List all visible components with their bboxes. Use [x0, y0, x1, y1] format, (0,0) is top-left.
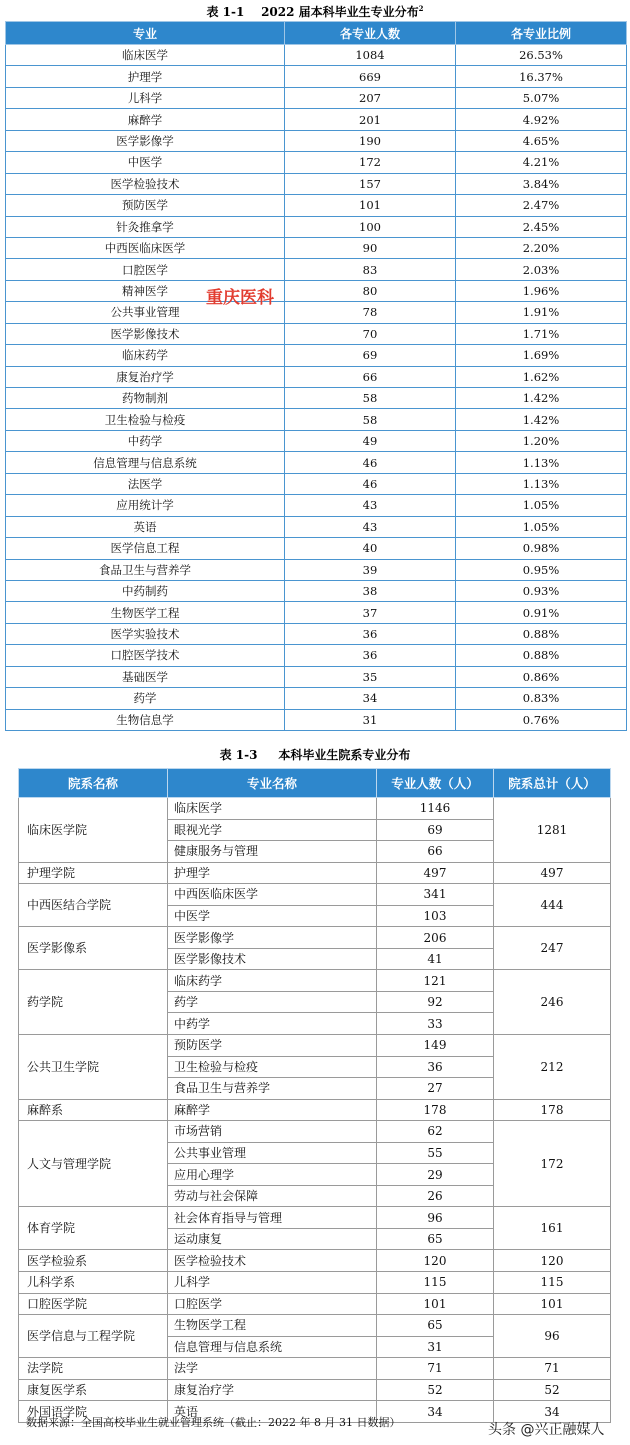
department-total-cell: 172	[494, 1121, 611, 1207]
major-count-cell: 26	[377, 1185, 494, 1207]
major-ratio-cell: 5.07%	[456, 87, 627, 108]
table-row	[6, 173, 627, 194]
table-row	[6, 345, 627, 366]
table-row	[6, 495, 627, 516]
table-row	[6, 688, 627, 709]
major-name-cell: 信息管理与信息系统	[6, 452, 285, 473]
department-major-table	[18, 768, 611, 1423]
major-count-cell: 58	[285, 409, 456, 430]
major-name-cell: 中医学	[168, 905, 377, 927]
toutiao-watermark: 头条 @兴正融媒人	[488, 1422, 605, 1438]
major-name-cell: 药学	[6, 688, 285, 709]
department-name-cell: 医学信息与工程学院	[19, 1315, 168, 1358]
major-count-cell: 46	[285, 452, 456, 473]
major-count-cell: 34	[285, 688, 456, 709]
major-ratio-cell: 0.88%	[456, 645, 627, 666]
major-ratio-cell: 0.86%	[456, 666, 627, 687]
major-count-cell: 206	[377, 927, 494, 949]
major-name-cell: 药物制剂	[6, 388, 285, 409]
major-count-cell: 36	[285, 645, 456, 666]
major-name-cell: 护理学	[6, 66, 285, 87]
major-count-cell: 103	[377, 905, 494, 927]
table-row	[6, 323, 627, 344]
major-ratio-cell: 1.96%	[456, 280, 627, 301]
table-row	[6, 280, 627, 301]
major-count-cell: 120	[377, 1250, 494, 1272]
table-row	[6, 452, 627, 473]
major-name-cell: 生物信息学	[6, 709, 285, 730]
major-count-cell: 80	[285, 280, 456, 301]
major-count-cell: 71	[377, 1358, 494, 1380]
major-name-cell: 卫生检验与检疫	[168, 1056, 377, 1078]
table-row	[19, 1121, 611, 1143]
major-ratio-cell: 3.84%	[456, 173, 627, 194]
table-row	[6, 302, 627, 323]
department-name-cell: 医学影像系	[19, 927, 168, 970]
major-name-cell: 口腔医学	[168, 1293, 377, 1315]
major-count-cell: 669	[285, 66, 456, 87]
major-name-cell: 临床医学	[168, 798, 377, 820]
table-row	[6, 152, 627, 173]
department-name-cell: 法学院	[19, 1358, 168, 1380]
major-count-cell: 92	[377, 991, 494, 1013]
major-name-cell: 劳动与社会保障	[168, 1185, 377, 1207]
major-name-cell: 卫生检验与检疫	[6, 409, 285, 430]
major-ratio-cell: 0.95%	[456, 559, 627, 580]
table2-caption-title: 本科毕业生院系专业分布	[278, 748, 411, 762]
table-row	[19, 1379, 611, 1401]
major-count-cell: 69	[285, 345, 456, 366]
major-count-cell: 149	[377, 1035, 494, 1057]
table-row	[6, 66, 627, 87]
table-row	[6, 87, 627, 108]
major-name-cell: 信息管理与信息系统	[168, 1336, 377, 1358]
table-row	[19, 798, 611, 820]
department-total-cell: 34	[494, 1401, 611, 1423]
table-row	[6, 366, 627, 387]
major-ratio-cell: 2.45%	[456, 216, 627, 237]
major-count-cell: 62	[377, 1121, 494, 1143]
major-name-cell: 口腔医学	[6, 259, 285, 280]
department-name-cell: 中西医结合学院	[19, 884, 168, 927]
department-total-cell: 71	[494, 1358, 611, 1380]
major-count-cell: 207	[285, 87, 456, 108]
table-row	[6, 580, 627, 601]
major-ratio-cell: 1.13%	[456, 473, 627, 494]
major-name-cell: 眼视光学	[168, 819, 377, 841]
major-ratio-cell: 2.20%	[456, 237, 627, 258]
major-name-cell: 医学检验技术	[6, 173, 285, 194]
department-name-cell: 麻醉系	[19, 1099, 168, 1121]
department-total-cell: 101	[494, 1293, 611, 1315]
major-ratio-cell: 1.69%	[456, 345, 627, 366]
table-row	[19, 927, 611, 949]
major-name-cell: 医学影像学	[6, 130, 285, 151]
major-count-cell: 39	[285, 559, 456, 580]
table-row	[19, 1315, 611, 1337]
major-name-cell: 中医学	[6, 152, 285, 173]
major-name-cell: 医学实验技术	[6, 623, 285, 644]
table1-caption	[0, 3, 630, 20]
table-row	[6, 237, 627, 258]
table2-caption	[0, 746, 630, 763]
major-ratio-cell: 1.13%	[456, 452, 627, 473]
major-name-cell: 中西医临床医学	[168, 884, 377, 906]
major-count-cell: 27	[377, 1078, 494, 1100]
major-count-cell: 101	[377, 1293, 494, 1315]
major-ratio-cell: 4.21%	[456, 152, 627, 173]
major-count-cell: 1084	[285, 45, 456, 66]
major-ratio-cell: 0.91%	[456, 602, 627, 623]
table-row	[6, 259, 627, 280]
table-row	[6, 409, 627, 430]
major-name-cell: 中药学	[168, 1013, 377, 1035]
major-count-cell: 190	[285, 130, 456, 151]
major-name-cell: 针灸推拿学	[6, 216, 285, 237]
major-name-cell: 英语	[168, 1401, 377, 1423]
major-ratio-cell: 1.62%	[456, 366, 627, 387]
major-count-cell: 497	[377, 862, 494, 884]
table-row	[6, 216, 627, 237]
department-total-cell: 120	[494, 1250, 611, 1272]
department-total-cell: 497	[494, 862, 611, 884]
department-total-cell: 96	[494, 1315, 611, 1358]
major-name-cell: 健康服务与管理	[168, 841, 377, 863]
major-name-cell: 中药学	[6, 430, 285, 451]
major-name-cell: 食品卫生与营养学	[168, 1078, 377, 1100]
table-row	[6, 538, 627, 559]
major-count-cell: 115	[377, 1272, 494, 1294]
table2-header-count: 专业人数（人）	[377, 769, 494, 798]
table1-header-count: 各专业人数	[285, 22, 456, 45]
department-name-cell: 护理学院	[19, 862, 168, 884]
major-count-cell: 29	[377, 1164, 494, 1186]
department-total-cell: 1281	[494, 798, 611, 863]
major-count-cell: 40	[285, 538, 456, 559]
major-count-cell: 65	[377, 1228, 494, 1250]
major-ratio-cell: 1.42%	[456, 388, 627, 409]
department-total-cell: 247	[494, 927, 611, 970]
table1-caption-footnote: 2	[418, 4, 424, 13]
table2-header-row	[19, 769, 611, 798]
major-name-cell: 儿科学	[6, 87, 285, 108]
major-count-cell: 58	[285, 388, 456, 409]
table-row	[6, 516, 627, 537]
major-count-cell: 172	[285, 152, 456, 173]
table-row	[19, 1035, 611, 1057]
department-total-cell: 115	[494, 1272, 611, 1294]
major-count-cell: 37	[285, 602, 456, 623]
major-count-cell: 341	[377, 884, 494, 906]
table-row	[6, 623, 627, 644]
department-total-cell: 444	[494, 884, 611, 927]
major-distribution-table	[5, 21, 627, 731]
table1-header-row	[6, 22, 627, 45]
major-name-cell: 社会体育指导与管理	[168, 1207, 377, 1229]
department-name-cell: 儿科学系	[19, 1272, 168, 1294]
major-name-cell: 食品卫生与营养学	[6, 559, 285, 580]
major-name-cell: 临床药学	[168, 970, 377, 992]
table-row	[19, 1358, 611, 1380]
table-row	[19, 970, 611, 992]
major-count-cell: 83	[285, 259, 456, 280]
major-count-cell: 65	[377, 1315, 494, 1337]
table1-header-major: 专业	[6, 22, 285, 45]
table2-caption-prefix: 表 1-3	[219, 748, 258, 762]
table-row	[19, 1250, 611, 1272]
major-count-cell: 96	[377, 1207, 494, 1229]
table-row	[6, 709, 627, 730]
major-ratio-cell: 16.37%	[456, 66, 627, 87]
major-ratio-cell: 2.03%	[456, 259, 627, 280]
major-name-cell: 医学检验技术	[168, 1250, 377, 1272]
department-name-cell: 人文与管理学院	[19, 1121, 168, 1207]
major-name-cell: 医学信息工程	[6, 538, 285, 559]
major-ratio-cell: 1.42%	[456, 409, 627, 430]
major-count-cell: 55	[377, 1142, 494, 1164]
major-count-cell: 35	[285, 666, 456, 687]
major-name-cell: 康复治疗学	[6, 366, 285, 387]
department-name-cell: 康复医学系	[19, 1379, 168, 1401]
major-name-cell: 临床药学	[6, 345, 285, 366]
major-ratio-cell: 0.83%	[456, 688, 627, 709]
table-row	[6, 430, 627, 451]
major-ratio-cell: 26.53%	[456, 45, 627, 66]
department-total-cell: 212	[494, 1035, 611, 1100]
table2-header-total: 院系总计（人）	[494, 769, 611, 798]
major-name-cell: 应用统计学	[6, 495, 285, 516]
table-row	[19, 1272, 611, 1294]
major-count-cell: 33	[377, 1013, 494, 1035]
major-name-cell: 运动康复	[168, 1228, 377, 1250]
major-count-cell: 178	[377, 1099, 494, 1121]
major-name-cell: 精神医学	[6, 280, 285, 301]
major-name-cell: 预防医学	[6, 195, 285, 216]
major-count-cell: 31	[285, 709, 456, 730]
major-count-cell: 90	[285, 237, 456, 258]
major-name-cell: 医学影像技术	[6, 323, 285, 344]
major-ratio-cell: 2.47%	[456, 195, 627, 216]
major-ratio-cell: 1.05%	[456, 516, 627, 537]
table-row	[6, 645, 627, 666]
major-count-cell: 69	[377, 819, 494, 841]
department-name-cell: 体育学院	[19, 1207, 168, 1250]
major-count-cell: 34	[377, 1401, 494, 1423]
table-row	[6, 388, 627, 409]
major-ratio-cell: 0.76%	[456, 709, 627, 730]
table-row	[19, 862, 611, 884]
major-name-cell: 医学影像技术	[168, 948, 377, 970]
major-ratio-cell: 4.65%	[456, 130, 627, 151]
major-ratio-cell: 1.05%	[456, 495, 627, 516]
major-count-cell: 36	[285, 623, 456, 644]
major-ratio-cell: 0.88%	[456, 623, 627, 644]
major-name-cell: 生物医学工程	[168, 1315, 377, 1337]
major-ratio-cell: 4.92%	[456, 109, 627, 130]
table2-header-major: 专业名称	[168, 769, 377, 798]
table1-header-ratio: 各专业比例	[456, 22, 627, 45]
table-row	[19, 884, 611, 906]
major-count-cell: 49	[285, 430, 456, 451]
department-name-cell: 外国语学院	[19, 1401, 168, 1423]
major-name-cell: 应用心理学	[168, 1164, 377, 1186]
department-name-cell: 口腔医学院	[19, 1293, 168, 1315]
major-name-cell: 药学	[168, 991, 377, 1013]
major-count-cell: 70	[285, 323, 456, 344]
table-row	[6, 109, 627, 130]
major-name-cell: 临床医学	[6, 45, 285, 66]
major-count-cell: 100	[285, 216, 456, 237]
major-ratio-cell: 0.98%	[456, 538, 627, 559]
table1-caption-title: 2022 届本科毕业生专业分布	[261, 5, 419, 19]
watermark-text: 重庆医科	[206, 288, 274, 308]
major-name-cell: 口腔医学技术	[6, 645, 285, 666]
table-row	[19, 1207, 611, 1229]
major-name-cell: 中药制药	[6, 580, 285, 601]
major-count-cell: 78	[285, 302, 456, 323]
major-ratio-cell: 1.71%	[456, 323, 627, 344]
table-row	[6, 195, 627, 216]
major-count-cell: 121	[377, 970, 494, 992]
major-name-cell: 公共事业管理	[168, 1142, 377, 1164]
major-count-cell: 101	[285, 195, 456, 216]
major-count-cell: 52	[377, 1379, 494, 1401]
major-count-cell: 66	[377, 841, 494, 863]
major-name-cell: 基础医学	[6, 666, 285, 687]
major-count-cell: 43	[285, 495, 456, 516]
major-count-cell: 41	[377, 948, 494, 970]
department-name-cell: 临床医学院	[19, 798, 168, 863]
major-name-cell: 市场营销	[168, 1121, 377, 1143]
department-name-cell: 医学检验系	[19, 1250, 168, 1272]
table-row	[6, 130, 627, 151]
department-total-cell: 246	[494, 970, 611, 1035]
major-name-cell: 医学影像学	[168, 927, 377, 949]
major-name-cell: 预防医学	[168, 1035, 377, 1057]
major-name-cell: 康复治疗学	[168, 1379, 377, 1401]
table-row	[6, 666, 627, 687]
major-count-cell: 157	[285, 173, 456, 194]
major-count-cell: 1146	[377, 798, 494, 820]
major-count-cell: 36	[377, 1056, 494, 1078]
table1-caption-prefix: 表 1-1	[206, 5, 245, 19]
source-note: 数据来源：全国高校毕业生就业管理系统（截止：2022 年 8 月 31 日数据）	[26, 1416, 401, 1429]
table-row	[6, 559, 627, 580]
department-name-cell: 公共卫生学院	[19, 1035, 168, 1100]
major-name-cell: 麻醉学	[168, 1099, 377, 1121]
table2-header-dept: 院系名称	[19, 769, 168, 798]
table-row	[19, 1293, 611, 1315]
table-row	[6, 602, 627, 623]
major-name-cell: 法学	[168, 1358, 377, 1380]
department-total-cell: 161	[494, 1207, 611, 1250]
major-name-cell: 护理学	[168, 862, 377, 884]
department-total-cell: 52	[494, 1379, 611, 1401]
major-count-cell: 66	[285, 366, 456, 387]
table-row	[6, 45, 627, 66]
major-ratio-cell: 1.20%	[456, 430, 627, 451]
major-name-cell: 公共事业管理	[6, 302, 285, 323]
table-row	[19, 1099, 611, 1121]
major-name-cell: 儿科学	[168, 1272, 377, 1294]
table-row	[6, 473, 627, 494]
major-name-cell: 生物医学工程	[6, 602, 285, 623]
major-count-cell: 43	[285, 516, 456, 537]
major-name-cell: 英语	[6, 516, 285, 537]
major-name-cell: 法医学	[6, 473, 285, 494]
major-count-cell: 46	[285, 473, 456, 494]
department-name-cell: 药学院	[19, 970, 168, 1035]
major-name-cell: 麻醉学	[6, 109, 285, 130]
major-name-cell: 中西医临床医学	[6, 237, 285, 258]
department-total-cell: 178	[494, 1099, 611, 1121]
major-count-cell: 201	[285, 109, 456, 130]
major-count-cell: 38	[285, 580, 456, 601]
major-ratio-cell: 1.91%	[456, 302, 627, 323]
major-count-cell: 31	[377, 1336, 494, 1358]
major-ratio-cell: 0.93%	[456, 580, 627, 601]
